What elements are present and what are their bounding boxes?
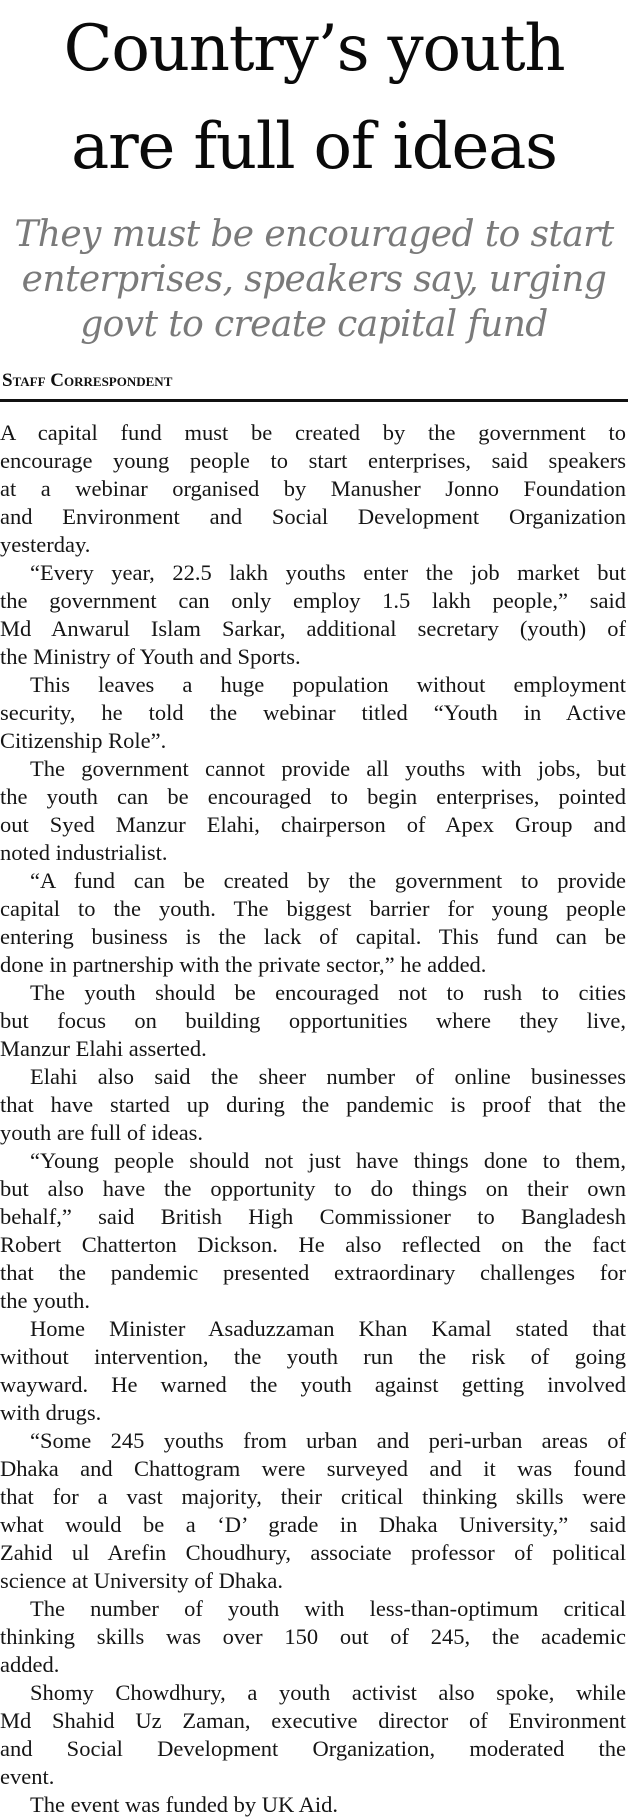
body-text-line: This leaves a huge population without employment [30, 672, 626, 697]
body-text-line: the youth can be encouraged to begin enterprises, pointed [0, 784, 626, 809]
subheadline-line-2: enterprises, speakers say, urging [21, 259, 607, 300]
body-text-line: done in partnership with the private sector,” he added. [0, 952, 487, 977]
body-text-line: The government cannot provide all youths with jobs, but [30, 756, 626, 781]
body-text-line: science at University of Dhaka. [0, 1568, 284, 1593]
body-text-line: “Some 245 youths from urban and peri-urban areas of [30, 1428, 626, 1453]
body-text-line: and Environment and Social Development Organization [0, 504, 626, 529]
headline-line-2: are full of ideas [71, 110, 557, 184]
body-text-line: security, he told the webinar titled “Youth in Active [0, 700, 626, 725]
body-text-line: that for a vast majority, their critical thinking skills were [0, 1484, 626, 1509]
body-text-line: The youth should be encouraged not to rush to cities [30, 980, 626, 1005]
body-text-line: what would be a ‘D’ grade in Dhaka University,” said [0, 1512, 626, 1537]
body-text-line: wayward. He warned the youth against getting involved [0, 1372, 626, 1397]
body-text-line: youth are full of ideas. [0, 1120, 204, 1145]
body-text-line: and Social Development Organization, moderated the [0, 1736, 626, 1761]
body-text-line: without intervention, the youth run the risk of going [0, 1344, 626, 1369]
byline: Staff Correspondent [2, 370, 173, 391]
body-text-line: The event was funded by UK Aid. [30, 1792, 339, 1817]
body-text-line: event. [0, 1764, 55, 1789]
body-text-line: noted industrialist. [0, 840, 168, 865]
body-text-line: Md Shahid Uz Zaman, executive director of Environment [0, 1708, 626, 1733]
body-text-line: “A fund can be created by the government to provide [30, 868, 626, 893]
body-text-line: that the pandemic presented extraordinary challenges for [0, 1260, 626, 1285]
body-text-line: yesterday. [0, 532, 91, 557]
headline-line-1: Country’s youth [63, 12, 565, 86]
subheadline-line-3: govt to create capital fund [80, 304, 548, 345]
body-text-line: capital to the youth. The biggest barrier for young people [0, 896, 626, 921]
body-text-line: The number of youth with less-than-optimum critical [30, 1596, 626, 1621]
body-text-line: Manzur Elahi asserted. [0, 1036, 207, 1061]
body-text-line: Md Anwarul Islam Sarkar, additional secretary (youth) of [0, 616, 626, 641]
body-text-line: added. [0, 1652, 60, 1677]
body-text-line: entering business is the lack of capital. This fund can be [0, 924, 626, 949]
body-text-line: the Ministry of Youth and Sports. [0, 644, 301, 669]
body-text-line: Zahid ul Arefin Choudhury, associate professor of political [0, 1540, 626, 1565]
body-text-line: Elahi also said the sheer number of online businesses [30, 1064, 626, 1089]
body-text-line: out Syed Manzur Elahi, chairperson of Apex Group and [0, 812, 626, 837]
body-text-line: Shomy Chowdhury, a youth activist also spoke, while [30, 1680, 626, 1705]
body-text-line: the government can only employ 1.5 lakh people,” said [0, 588, 626, 613]
body-text-line: thinking skills was over 150 out of 245, the academic [0, 1624, 626, 1649]
body-text-line: A capital fund must be created by the government to [0, 420, 626, 445]
body-text-line: “Young people should not just have things done to them, [30, 1148, 626, 1173]
byline-divider [0, 399, 628, 402]
body-text-line: Dhaka and Chattogram were surveyed and it was found [0, 1456, 626, 1481]
body-text-line: with drugs. [0, 1400, 102, 1425]
body-text-line: encourage young people to start enterprises, said speakers [0, 448, 626, 473]
body-text-line: “Every year, 22.5 lakh youths enter the job market but [30, 560, 626, 585]
body-text-line: the youth. [0, 1288, 90, 1313]
body-text-line: Home Minister Asaduzzaman Khan Kamal stated that [30, 1316, 626, 1341]
body-text-line: Robert Chatterton Dickson. He also reflected on the fact [0, 1232, 626, 1257]
subheadline-line-1: They must be encouraged to start [14, 214, 614, 255]
body-text-line: but also have the opportunity to do things on their own [0, 1176, 626, 1201]
body-text-line: but focus on building opportunities where they live, [0, 1008, 626, 1033]
body-text-line: that have started up during the pandemic is proof that the [0, 1092, 626, 1117]
body-text-line: behalf,” said British High Commissioner to Bangladesh [0, 1204, 626, 1229]
body-text-line: Citizenship Role”. [0, 728, 167, 753]
body-text-line: at a webinar organised by Manusher Jonno Foundation [0, 476, 626, 501]
